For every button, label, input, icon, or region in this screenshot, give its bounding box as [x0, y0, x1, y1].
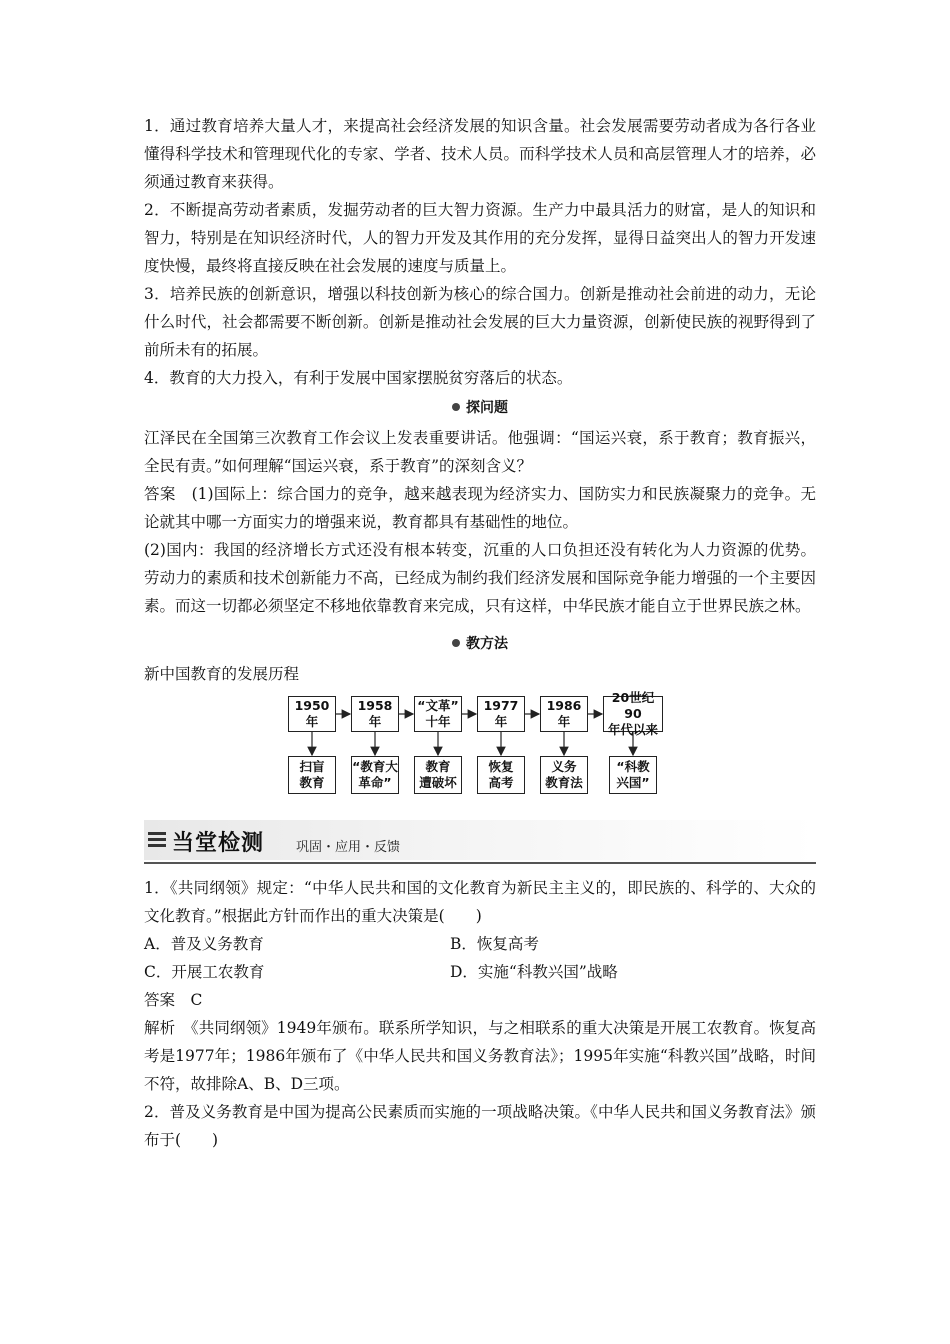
timeline-event-box: 义务 教育法	[540, 756, 588, 794]
flow-caption: 新中国教育的发展历程	[144, 665, 300, 683]
option-b: B．恢复高考	[450, 935, 539, 953]
bullet-dot-icon	[452, 403, 460, 411]
intro-point: 1．通过教育培养大量人才，来提高社会经济发展的知识含量。社会发展需要劳动者成为各行各业懂得科学技术和管理现代化的专家、学者、技术人员。而科学技术人员和高层管理人才的培养，必须通过教育来获得。	[144, 117, 816, 191]
timeline-period-box: 1977年	[477, 696, 525, 732]
question-1	[144, 874, 816, 1098]
option-a: A．普及义务教育	[144, 935, 264, 953]
timeline-event-box: 恢复 高考	[477, 756, 525, 794]
intro-point: 3．培养民族的创新意识，增强以科技创新为核心的综合国力。创新是推动社会前进的动力，无论什么时代，社会都需要不断创新。创新是推动社会发展的巨大力量资源，创新使民族的视野得到了前所未有的拓展。	[144, 285, 816, 359]
section-banner	[144, 820, 816, 864]
timeline-event-box: 扫盲 教育	[288, 756, 336, 794]
timeline-period-box: 1958年	[351, 696, 399, 732]
question-stem: 2．普及义务教育是中国为提高公民素质而实施的一项战略决策。《中华人民共和国义务教育法》颁布于( )	[144, 1103, 816, 1149]
section-heading-tanwenti: 探问题	[144, 394, 816, 422]
intro-section	[144, 112, 816, 392]
answer-text: 答案 C	[144, 991, 203, 1009]
analysis-text: 解析 《共同纲领》1949年颁布。联系所学知识，与之相联系的重大决策是开展工农教育。恢复高考是1977年；1986年颁布了《中华人民共和国义务教育法》；1995年实施“科教兴国”战略，时间不符，故排除A、B、D三项。	[144, 1019, 816, 1093]
answer-text: (2)国内：我国的经济增长方式还没有根本转变，沉重的人口负担还没有转化为人力资源的优势。劳动力的素质和技术创新能力不高，已经成为制约我们经济发展和国际竞争能力增强的一个主要因素。而这一切都必须坚定不移地依靠教育来完成，只有这样，中华民族才能自立于世界民族之林。	[144, 541, 816, 615]
section-heading-jiaofangfa: 教方法	[144, 630, 816, 658]
timeline-event-box: 教育 遭破坏	[414, 756, 462, 794]
question-stem: 1．《共同纲领》规定：“中华人民共和国的文化教育为新民主主义的，即民族的、科学的、大众的文化教育。”根据此方针而作出的重大决策是( )	[144, 879, 816, 925]
banner-subtitle: 巩固・应用・反馈	[296, 840, 401, 855]
timeline-period-box: “文革” 十年	[414, 696, 462, 732]
question-text: 江泽民在全国第三次教育工作会议上发表重要讲话。他强调：“国运兴衰，系于教育；教育振兴，全民有责。”如何理解“国运兴衰，系于教育”的深刻含义？	[144, 429, 816, 475]
option-c: C．开展工农教育	[144, 963, 265, 981]
intro-point: 4．教育的大力投入，有利于发展中国家摆脱贫穷落后的状态。	[144, 369, 573, 387]
option-grid	[144, 930, 816, 986]
timeline-period-box: 1950年	[288, 696, 336, 732]
timeline-period-box: 1986年	[540, 696, 588, 732]
stripes-icon	[148, 832, 166, 854]
timeline-period-box: 20世纪90 年代以来	[603, 696, 663, 732]
bullet-dot-icon	[452, 639, 460, 647]
option-d: D．实施“科教兴国”战略	[450, 963, 618, 981]
timeline-event-box: “教育大 革命”	[351, 756, 399, 794]
banner-underline	[144, 862, 816, 864]
banner-title: 当堂检测	[172, 831, 265, 856]
intro-point: 2．不断提高劳动者素质，发掘劳动者的巨大智力资源。生产力中最具活力的财富，是人的知识和智力，特别是在知识经济时代，人的智力开发及其作用的充分发挥，显得日益突出人的智力开发速度快慢，最终将直接反映在社会发展的速度与质量上。	[144, 201, 816, 275]
document-page	[144, 112, 816, 1154]
timeline-flowchart	[144, 690, 816, 804]
question-2	[144, 1098, 816, 1154]
timeline-event-box: “科教 兴国”	[609, 756, 657, 794]
answer-text: 答案 (1)国际上：综合国力的竞争，越来越表现为经济实力、国防实力和民族凝聚力的竞争。无论就其中哪一方面实力的增强来说，教育都具有基础性的地位。	[144, 485, 816, 531]
